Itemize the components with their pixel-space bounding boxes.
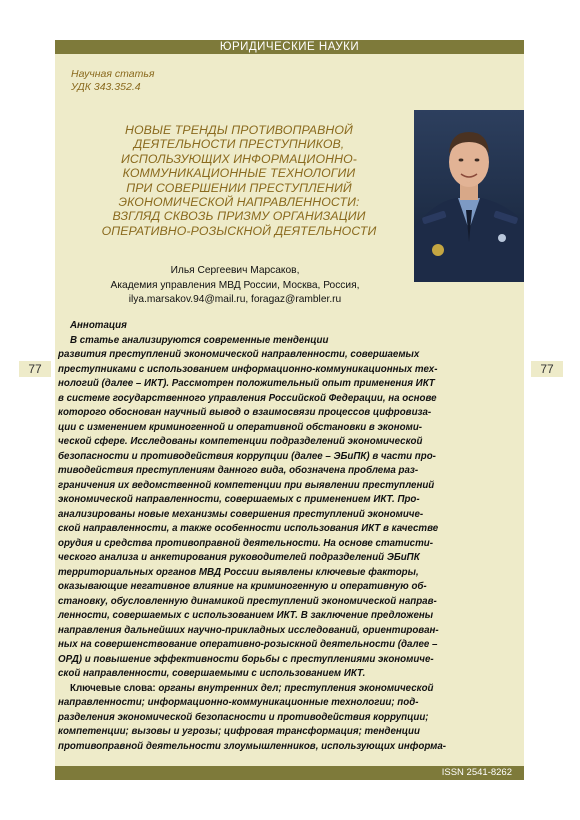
annotation-line: развития преступлений экономической направленности, совершаемых: [58, 349, 420, 360]
annotation-line: становку, обусловленную динамикой преступлений экономической направ-: [58, 595, 437, 607]
annotation-line: экономической направленности, совершаемых с применением ИКТ. Про-: [58, 494, 420, 505]
keywords-line: разделения экономической безопасности и противодействия коррупции;: [58, 711, 429, 723]
title-line: ЭКОНОМИЧЕСКОЙ НАПРАВЛЕННОСТИ:: [118, 195, 360, 210]
author-block: [70, 264, 400, 308]
annotation-line: тиводействия преступлениям данного вида, обозначена проблема раз-: [58, 465, 419, 476]
author-photo: [414, 110, 524, 282]
annotation-line: граничения их ведомственной компетенции при выявлении преступлений: [58, 479, 435, 491]
annotation-line: ской направленности, а также особенности использования ИКТ в качестве: [58, 523, 439, 534]
title-line: КОММУНИКАЦИОННЫЕ ТЕХНОЛОГИИ: [122, 166, 356, 181]
issn-label: ISSN 2541-8262: [441, 767, 512, 778]
keywords-line: компетенции; вызовы и угрозы; цифровая трансформация; тенденции: [58, 726, 420, 737]
annotation-line: территориальных органов МВД России выявлены ключевые факторы,: [58, 566, 419, 578]
annotation-line: ОРД) и повышение эффективности борьбы с преступлениями экономиче-: [58, 653, 434, 665]
annotation-line: орудия и средства противоправной деятельности. На основе статисти-: [58, 537, 433, 549]
title-line: ВЗГЛЯД СКВОЗЬ ПРИЗМУ ОРГАНИЗАЦИИ: [112, 209, 366, 224]
annotation-line: ции с изменением криминогенной и оперативной обстановки в экономи-: [58, 421, 423, 433]
annotation-line: ных на совершенствование оперативно-розыскной деятельности (далее –: [58, 639, 438, 650]
annotation-line: в системе государственного управления Российской Федерации, на основе: [58, 392, 437, 404]
title-line: ПРИ СОВЕРШЕНИИ ПРЕСТУПЛЕНИЙ: [126, 180, 352, 195]
article-meta: [71, 68, 155, 94]
section-header: [55, 40, 524, 54]
annotation-line: оказывающие негативное влияние на криминогенную и оперативную об-: [58, 581, 427, 592]
title-line: НОВЫЕ ТРЕНДЫ ПРОТИВОПРАВНОЙ: [125, 123, 353, 137]
annotation-line: преступниками с использованием информационно-коммуникационных тех-: [58, 363, 438, 375]
udk-code: УДК 343.352.4: [71, 81, 141, 93]
article-title: [68, 123, 410, 238]
page-number-left: 77: [19, 361, 51, 377]
keywords-label: Ключевые слова:: [70, 682, 156, 694]
keywords-line: [58, 682, 522, 697]
page-footer: [55, 766, 524, 780]
article-type: Научная статья: [71, 68, 155, 80]
annotation-line: анализированы новые механизмы совершения преступлений экономиче-: [58, 508, 424, 520]
author-emails[interactable]: ilya.marsakov.94@mail.ru, foragaz@rambler.ru: [128, 294, 342, 306]
annotation-line: ческой сфере. Исследованы компетенции подразделений экономической: [58, 436, 423, 447]
keywords-line: противоправной деятельности злоумышленников, использующих информа-: [58, 740, 447, 752]
annotation-line: которого обоснован научный вывод о взаимосвязи процессов цифровиза-: [58, 407, 432, 418]
author-name: Илья Сергеевич Марсаков,: [170, 265, 300, 276]
annotation-line: нологий (далее – ИКТ). Рассмотрен положительный опыт применения ИКТ: [58, 378, 435, 389]
annotation-line: ческого анализа и анкетирования руководителей подразделений ЭБиПК: [58, 552, 420, 563]
title-line: ОПЕРАТИВНО-РОЗЫСКНОЙ ДЕЯТЕЛЬНОСТИ: [101, 223, 377, 238]
annotation-line: ленности, совершаемых с использованием ИКТ. В заключение предложены: [58, 610, 434, 621]
annotation-line: безопасности и противодействия коррупции (далее – ЭБиПК) в части про-: [58, 450, 436, 462]
title-line: ИСПОЛЬЗУЮЩИХ ИНФОРМАЦИОННО-: [121, 151, 357, 166]
annotation-block: [58, 319, 522, 754]
page-number-right: 77: [531, 361, 563, 377]
section-title: ЮРИДИЧЕСКИЕ НАУКИ: [219, 41, 360, 53]
annotation-line: В статье анализируются современные тенденции: [70, 334, 329, 346]
annotation-line: направления дальнейших научно-прикладных исследований, ориентирован-: [58, 624, 439, 636]
annotation-line: ской направленности, совершаемыми с использованием ИКТ.: [58, 668, 366, 679]
keywords-line: направленности; информационно-коммуникационные технологии; под-: [58, 697, 419, 708]
annotation-heading: Аннотация: [70, 320, 127, 331]
keywords-first-line: органы внутренних дел; преступления экономической: [155, 682, 434, 694]
author-affiliation: Академия управления МВД России, Москва, Россия,: [110, 279, 360, 291]
title-line: ДЕЯТЕЛЬНОСТИ ПРЕСТУПНИКОВ,: [133, 137, 345, 152]
